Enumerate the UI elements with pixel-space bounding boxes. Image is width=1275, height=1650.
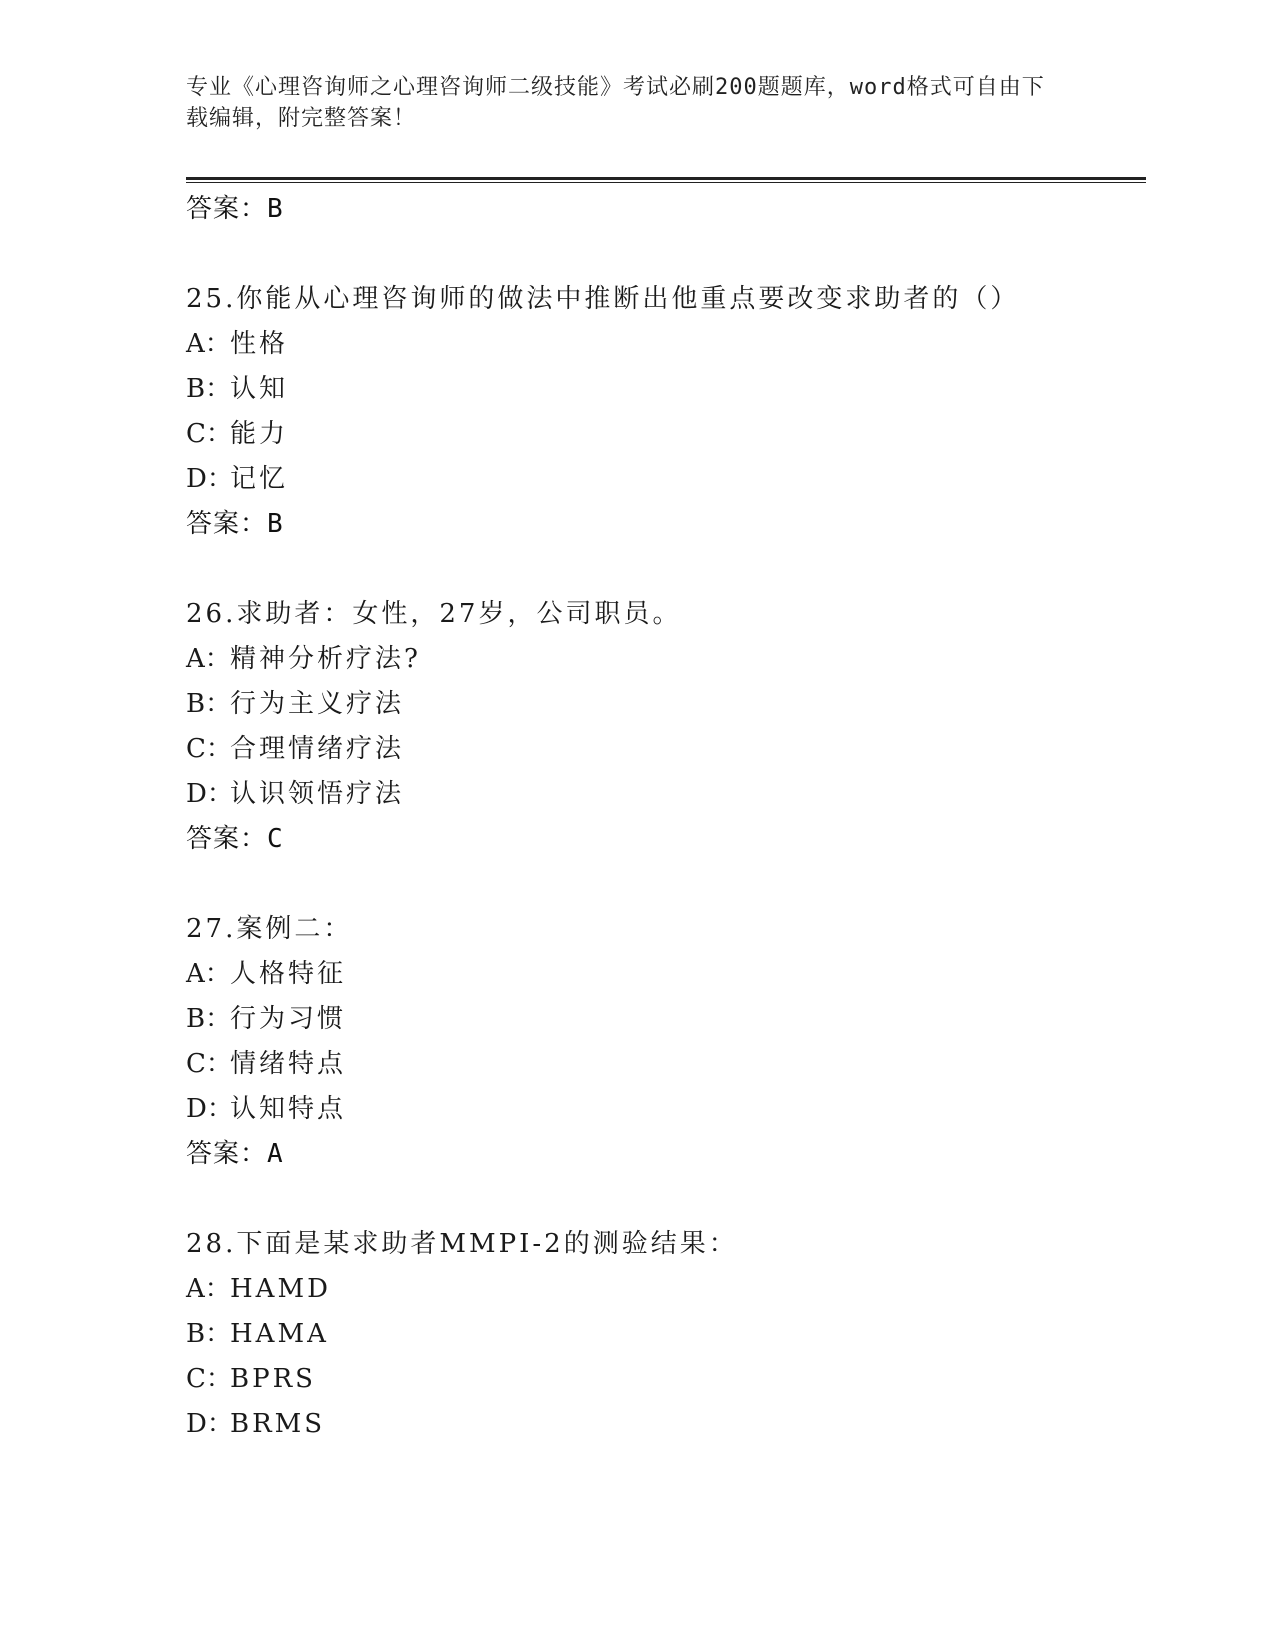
question-block [186, 1227, 1146, 1441]
question-text [186, 597, 1146, 631]
document-body [186, 192, 1146, 1452]
option-text: 合理情绪疗法 [230, 734, 405, 764]
question-block [186, 282, 1146, 541]
option-text: 能力 [230, 419, 289, 449]
option-item [186, 1362, 1146, 1396]
option-item [186, 1272, 1146, 1306]
question-stem: 案例二： [236, 914, 353, 944]
option-item [186, 327, 1146, 361]
answer-line [186, 1137, 1146, 1171]
option-letter: A： [186, 959, 231, 989]
option-letter: B： [186, 1004, 232, 1034]
answer-value: B [267, 509, 284, 539]
option-item [186, 372, 1146, 406]
option-letter: D： [186, 779, 233, 809]
question-text [186, 912, 1146, 946]
option-item [186, 1002, 1146, 1036]
option-text: 情绪特点 [230, 1049, 347, 1079]
option-item [186, 777, 1146, 811]
option-text: HAMD [230, 1274, 331, 1304]
question-text [186, 282, 1146, 316]
answer-line [186, 822, 1146, 856]
option-letter: A： [186, 329, 231, 359]
option-item [186, 642, 1146, 676]
header-rule-thin [186, 182, 1146, 183]
option-letter: A： [186, 644, 231, 674]
option-letter: B： [186, 689, 232, 719]
option-item [186, 1317, 1146, 1351]
option-item [186, 1092, 1146, 1126]
page-header: 专业《心理咨询师之心理咨询师二级技能》考试必刷200题题库，word格式可自由下载编辑，附完整答案！ [186, 75, 1045, 131]
option-letter: C： [186, 1049, 232, 1079]
option-item [186, 1047, 1146, 1081]
question-stem: 求助者：女性，27岁，公司职员。 [236, 599, 682, 629]
option-item [186, 1407, 1146, 1441]
option-item [186, 462, 1146, 496]
option-letter: B： [186, 1319, 232, 1349]
option-item [186, 687, 1146, 721]
option-text: BPRS [230, 1364, 316, 1394]
option-text: 记忆 [230, 464, 289, 494]
option-letter: D： [186, 1409, 233, 1439]
answer-label: 答案： [186, 1139, 268, 1169]
answer-line [186, 507, 1146, 541]
answer-label: 答案： [186, 194, 268, 224]
question-block [186, 597, 1146, 856]
option-letter: D： [186, 1094, 233, 1124]
answer-label: 答案： [186, 509, 268, 539]
option-text: 行为主义疗法 [230, 689, 405, 719]
question-text [186, 1227, 1146, 1261]
question-number: 28. [186, 1229, 237, 1259]
answer-value: B [267, 194, 284, 224]
option-letter: A： [186, 1274, 231, 1304]
question-stem: 你能从心理咨询师的做法中推断出他重点要改变求助者的（） [236, 284, 1020, 314]
question-block [186, 912, 1146, 1171]
option-text: 认知特点 [230, 1094, 347, 1124]
option-text: BRMS [230, 1409, 326, 1439]
question-number: 27. [186, 914, 237, 944]
option-letter: C： [186, 419, 232, 449]
option-text: 认知 [230, 374, 289, 404]
answer-value: A [267, 1139, 284, 1169]
answer-label: 答案： [186, 824, 268, 854]
option-item [186, 732, 1146, 766]
answer-value: C [267, 824, 284, 854]
header-rule-thick [186, 177, 1146, 180]
option-text: 精神分析疗法? [230, 644, 421, 674]
option-text: 人格特征 [230, 959, 347, 989]
option-text: 行为习惯 [230, 1004, 347, 1034]
option-text: 性格 [230, 329, 289, 359]
answer-line [186, 192, 1146, 226]
question-number: 25. [186, 284, 237, 314]
option-text: HAMA [230, 1319, 329, 1349]
option-letter: C： [186, 1364, 232, 1394]
option-text: 认识领悟疗法 [230, 779, 405, 809]
question-number: 26. [186, 599, 237, 629]
option-letter: C： [186, 734, 232, 764]
option-letter: B： [186, 374, 232, 404]
option-letter: D： [186, 464, 233, 494]
option-item [186, 957, 1146, 991]
question-stem: 下面是某求助者MMPI-2的测验结果： [236, 1229, 738, 1259]
option-item [186, 417, 1146, 451]
